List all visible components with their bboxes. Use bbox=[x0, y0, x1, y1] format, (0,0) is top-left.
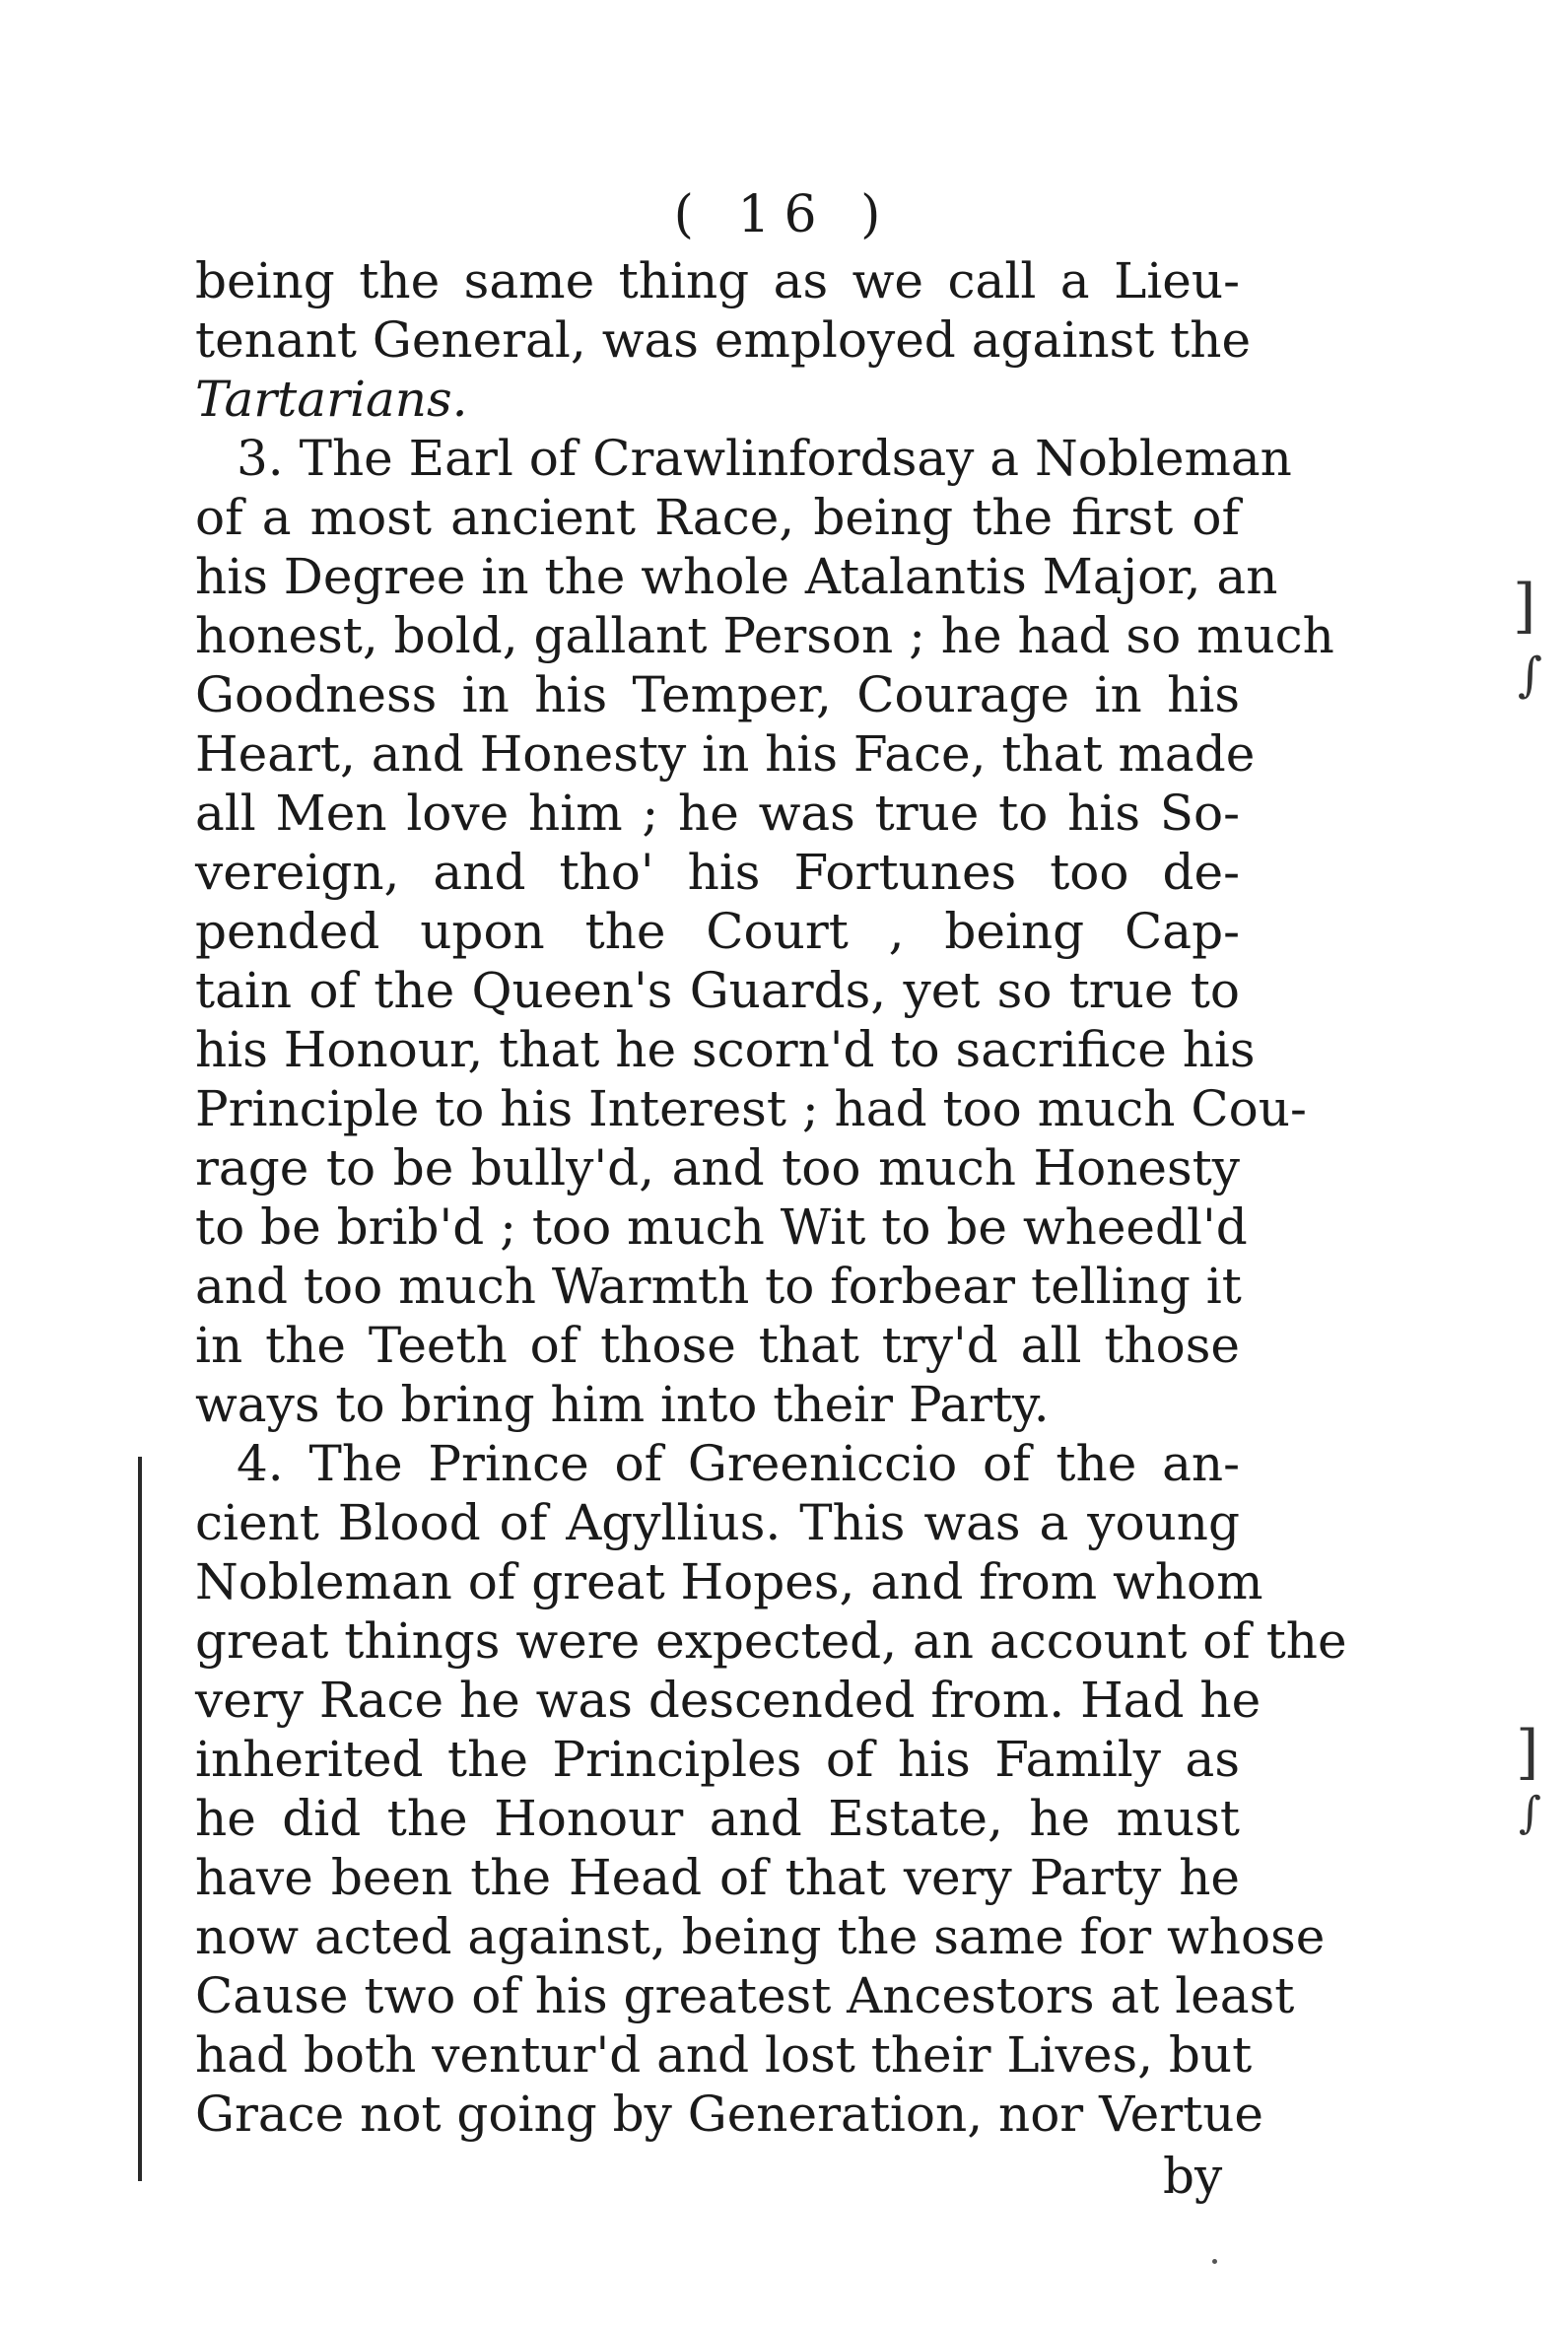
text-line: Goodness in his Temper, Courage in his bbox=[195, 666, 1240, 723]
page-number: ( 16 ) bbox=[673, 185, 895, 244]
ink-speck bbox=[1212, 2259, 1217, 2264]
text-line: tenant General, was employed against the bbox=[195, 311, 1252, 369]
text-line: inherited the Principles of his Family as bbox=[195, 1731, 1240, 1788]
text-line: in the Teeth of those that try'd all those bbox=[195, 1317, 1240, 1374]
margin-mark: ] bbox=[1516, 1718, 1539, 1787]
text-line: Cause two of his greatest Ancestors at least bbox=[195, 1967, 1295, 2024]
text-line: all Men love him ; he was true to his So- bbox=[195, 785, 1240, 842]
text-line: pended upon the Court , being Cap- bbox=[195, 903, 1240, 960]
text-line: of a most ancient Race, being the first of bbox=[195, 489, 1240, 546]
margin-rule bbox=[138, 1457, 142, 2181]
text-line: Heart, and Honesty in his Face, that made bbox=[195, 725, 1256, 783]
text-line: Nobleman of great Hopes, and from whom bbox=[195, 1553, 1263, 1610]
catchword: by bbox=[1163, 2148, 1223, 2205]
margin-mark: ∫ bbox=[1518, 648, 1543, 703]
text-line: and too much Warmth to forbear telling it bbox=[195, 1258, 1242, 1315]
text-line: tain of the Queen's Guards, yet so true to bbox=[195, 962, 1240, 1019]
text-line: Tartarians. bbox=[195, 371, 468, 428]
body-text bbox=[195, 251, 1347, 2144]
text-line: honest, bold, gallant Person ; he had so much bbox=[195, 607, 1334, 664]
text-line: he did the Honour and Estate, he must bbox=[195, 1790, 1240, 1847]
text-line: Grace not going by Generation, nor Vertue bbox=[195, 2086, 1263, 2143]
text-line: have been the Head of that very Party he bbox=[195, 1849, 1240, 1906]
text-line: very Race he was descended from. Had he bbox=[195, 1672, 1261, 1729]
text-line: great things were expected, an account of the bbox=[195, 1612, 1347, 1670]
text-line: vereign, and tho' his Fortunes too de- bbox=[195, 844, 1240, 901]
text-line: Principle to his Interest ; had too much Cou- bbox=[195, 1080, 1307, 1137]
text-line: had both ventur'd and lost their Lives, but bbox=[195, 2026, 1253, 2084]
text-line: his Honour, that he scorn'd to sacrifice his bbox=[195, 1021, 1256, 1078]
margin-mark: ∫ bbox=[1519, 1788, 1541, 1838]
text-line: ways to bring him into their Party. bbox=[195, 1376, 1050, 1433]
text-line: rage to be bully'd, and too much Honesty bbox=[195, 1139, 1240, 1197]
text-line: to be brib'd ; too much Wit to be wheedl'd bbox=[195, 1198, 1248, 1256]
text-line: being the same thing as we call a Lieu- bbox=[195, 252, 1240, 309]
text-line: cient Blood of Agyllius. This was a young bbox=[195, 1494, 1240, 1551]
text-line: 3. The Earl of Crawlinfordsay a Nobleman bbox=[237, 430, 1292, 487]
text-line: his Degree in the whole Atalantis Major, an bbox=[195, 548, 1278, 605]
text-line: 4. The Prince of Greeniccio of the an- bbox=[237, 1435, 1240, 1492]
text-line: now acted against, being the same for whose bbox=[195, 1908, 1326, 1965]
margin-mark: ] bbox=[1513, 572, 1536, 641]
